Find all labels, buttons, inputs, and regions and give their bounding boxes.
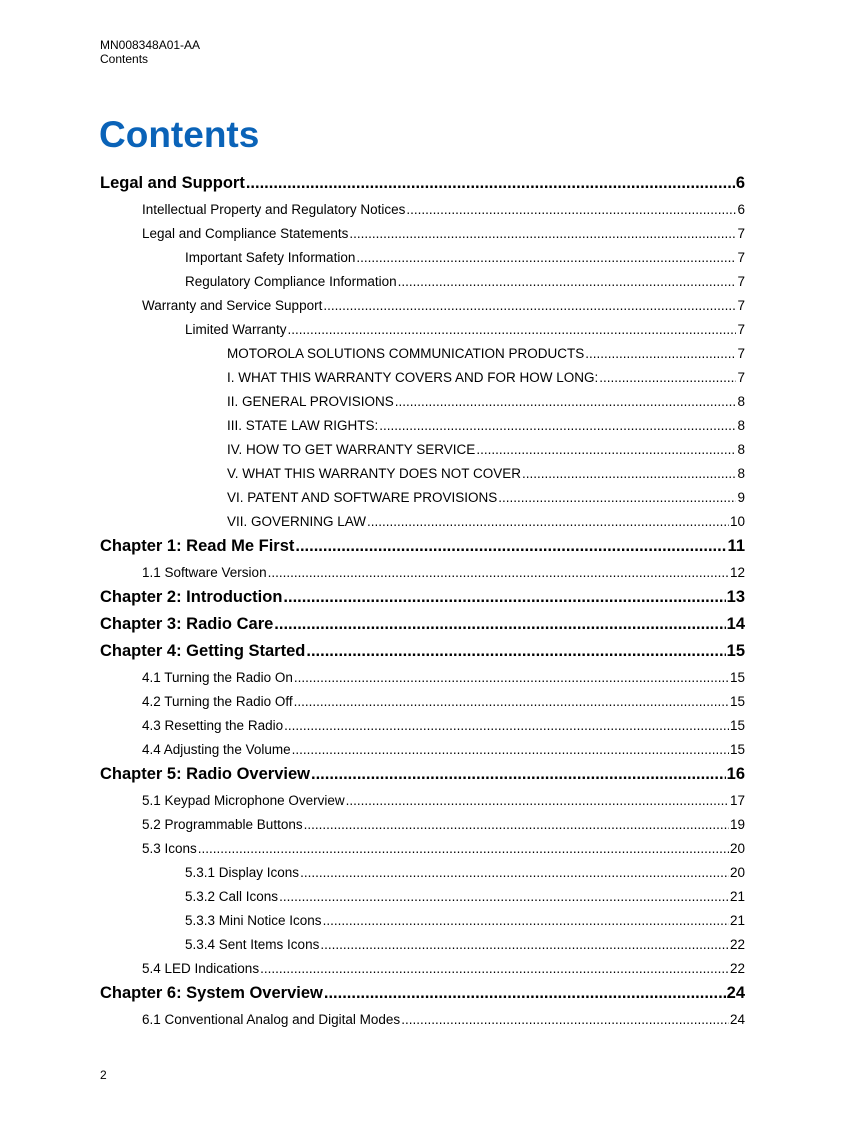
dot-leader bbox=[300, 865, 729, 880]
dot-leader bbox=[198, 841, 729, 856]
toc-page-number: 22 bbox=[729, 936, 745, 952]
toc-entry-title: Chapter 4: Getting Started bbox=[100, 642, 306, 660]
toc-page-number: 16 bbox=[726, 765, 745, 783]
dot-leader bbox=[379, 418, 736, 433]
dot-leader bbox=[476, 442, 736, 457]
dot-leader bbox=[349, 226, 736, 241]
toc-page-number: 6 bbox=[735, 174, 745, 192]
dot-leader bbox=[367, 514, 729, 529]
dot-leader bbox=[306, 642, 725, 661]
toc-entry-title: 5.4 LED Indications bbox=[142, 960, 260, 976]
toc-entry-title: Limited Warranty bbox=[185, 321, 287, 337]
dot-leader bbox=[395, 394, 737, 409]
toc-entry[interactable] bbox=[100, 341, 745, 365]
toc-page-number: 8 bbox=[737, 393, 745, 409]
toc-page-number: 7 bbox=[737, 369, 745, 385]
toc-entry-title: 5.3.4 Sent Items Icons bbox=[185, 936, 320, 952]
toc-page-number: 7 bbox=[737, 225, 745, 241]
toc-entry[interactable] bbox=[100, 665, 745, 689]
toc-page-number: 22 bbox=[729, 960, 745, 976]
dot-leader bbox=[295, 537, 726, 556]
dot-leader bbox=[323, 913, 729, 928]
toc-page-number: 11 bbox=[727, 537, 745, 555]
dot-leader bbox=[346, 793, 729, 808]
toc-entry-title: 4.2 Turning the Radio Off bbox=[142, 693, 293, 709]
toc-page-number: 15 bbox=[729, 669, 745, 685]
toc-entry[interactable] bbox=[100, 437, 745, 461]
toc-entry[interactable] bbox=[100, 389, 745, 413]
toc-entry-title: 5.3 Icons bbox=[142, 840, 197, 856]
dot-leader bbox=[599, 370, 736, 385]
toc-chapter-entry[interactable] bbox=[100, 638, 745, 665]
toc-entry-title: 4.1 Turning the Radio On bbox=[142, 669, 293, 685]
dot-leader bbox=[320, 937, 729, 952]
toc-page-number: 12 bbox=[729, 564, 745, 580]
toc-entry-title: Legal and Support bbox=[100, 174, 245, 192]
toc-entry-title: I. WHAT THIS WARRANTY COVERS AND FOR HOW LONG: bbox=[227, 369, 599, 385]
toc-page-number: 8 bbox=[737, 465, 745, 481]
toc-entry-title: VII. GOVERNING LAW bbox=[227, 513, 367, 529]
running-header bbox=[100, 38, 200, 66]
toc-page-number: 8 bbox=[737, 417, 745, 433]
page-number: 2 bbox=[100, 1068, 107, 1082]
toc-page-number: 20 bbox=[729, 864, 745, 880]
toc-entry-title: Warranty and Service Support bbox=[142, 297, 323, 313]
toc-entry[interactable] bbox=[100, 461, 745, 485]
toc-entry[interactable] bbox=[100, 413, 745, 437]
toc-entry[interactable] bbox=[100, 485, 745, 509]
section-name: Contents bbox=[100, 52, 149, 66]
toc-entry-title: IV. HOW TO GET WARRANTY SERVICE bbox=[227, 441, 476, 457]
toc-page-number: 7 bbox=[737, 273, 745, 289]
dot-leader bbox=[260, 961, 729, 976]
toc-entry[interactable] bbox=[100, 860, 745, 884]
toc-entry[interactable] bbox=[100, 788, 745, 812]
toc-page-number: 7 bbox=[737, 321, 745, 337]
toc-entry[interactable] bbox=[100, 509, 745, 533]
toc-entry-title: 5.2 Programmable Buttons bbox=[142, 816, 303, 832]
toc-entry-title: V. WHAT THIS WARRANTY DOES NOT COVER bbox=[227, 465, 522, 481]
toc-entry-title: 5.3.2 Call Icons bbox=[185, 888, 279, 904]
toc-page-number: 8 bbox=[737, 441, 745, 457]
dot-leader bbox=[324, 984, 726, 1003]
toc-entry-title: Chapter 1: Read Me First bbox=[100, 537, 295, 555]
toc-page-number: 14 bbox=[726, 615, 745, 633]
toc-page-number: 21 bbox=[729, 888, 745, 904]
toc-entry-title: MOTOROLA SOLUTIONS COMMUNICATION PRODUCTS bbox=[227, 345, 585, 361]
dot-leader bbox=[292, 742, 729, 757]
toc-entry[interactable] bbox=[100, 908, 745, 932]
dot-leader bbox=[406, 202, 736, 217]
toc-entry[interactable] bbox=[100, 560, 745, 584]
toc-entry[interactable] bbox=[100, 293, 745, 317]
toc-chapter-entry[interactable] bbox=[100, 761, 745, 788]
toc-entry-title: Chapter 2: Introduction bbox=[100, 588, 283, 606]
toc-chapter-entry[interactable] bbox=[100, 611, 745, 638]
toc-entry-title: 5.3.3 Mini Notice Icons bbox=[185, 912, 322, 928]
toc-page-number: 7 bbox=[737, 249, 745, 265]
toc-entry[interactable] bbox=[100, 713, 745, 737]
table-of-contents bbox=[100, 170, 745, 1031]
dot-leader bbox=[279, 889, 729, 904]
toc-page-number: 15 bbox=[726, 642, 745, 660]
toc-page-number: 15 bbox=[729, 741, 745, 757]
dot-leader bbox=[323, 298, 736, 313]
dot-leader bbox=[284, 718, 729, 733]
toc-entry[interactable] bbox=[100, 245, 745, 269]
toc-entry[interactable] bbox=[100, 737, 745, 761]
page-title: Contents bbox=[99, 114, 260, 155]
toc-page-number: 6 bbox=[737, 201, 745, 217]
dot-leader bbox=[356, 250, 736, 265]
dot-leader bbox=[304, 817, 729, 832]
dot-leader bbox=[311, 765, 726, 784]
toc-entry[interactable] bbox=[100, 317, 745, 341]
toc-entry-title: 5.3.1 Display Icons bbox=[185, 864, 300, 880]
toc-page-number: 13 bbox=[726, 588, 745, 606]
toc-page-number: 21 bbox=[729, 912, 745, 928]
dot-leader bbox=[585, 346, 736, 361]
toc-entry-title: Intellectual Property and Regulatory Notices bbox=[142, 201, 406, 217]
toc-entry[interactable] bbox=[100, 884, 745, 908]
toc-entry-title: II. GENERAL PROVISIONS bbox=[227, 393, 394, 409]
dot-leader bbox=[398, 274, 737, 289]
toc-page-number: 24 bbox=[729, 1011, 745, 1027]
toc-page-number: 10 bbox=[729, 513, 745, 529]
toc-entry[interactable] bbox=[100, 197, 745, 221]
toc-page-number: 9 bbox=[737, 489, 745, 505]
toc-entry-title: 6.1 Conventional Analog and Digital Modes bbox=[142, 1011, 401, 1027]
toc-entry-title: 4.3 Resetting the Radio bbox=[142, 717, 284, 733]
dot-leader bbox=[498, 490, 736, 505]
toc-entry-title: VI. PATENT AND SOFTWARE PROVISIONS bbox=[227, 489, 498, 505]
toc-entry-title: Regulatory Compliance Information bbox=[185, 273, 397, 289]
toc-page-number: 24 bbox=[726, 984, 745, 1002]
toc-page-number: 20 bbox=[729, 840, 745, 856]
toc-page-number: 17 bbox=[729, 792, 745, 808]
dot-leader bbox=[401, 1012, 729, 1027]
dot-leader bbox=[294, 670, 729, 685]
toc-entry[interactable] bbox=[100, 956, 745, 980]
toc-entry-title: Chapter 6: System Overview bbox=[100, 984, 323, 1002]
toc-entry-title: Chapter 5: Radio Overview bbox=[100, 765, 310, 783]
toc-entry-title: III. STATE LAW RIGHTS: bbox=[227, 417, 379, 433]
toc-page-number: 19 bbox=[729, 816, 745, 832]
toc-entry-title: Chapter 3: Radio Care bbox=[100, 615, 274, 633]
toc-entry[interactable] bbox=[100, 221, 745, 245]
toc-chapter-entry[interactable] bbox=[100, 584, 745, 611]
toc-entry[interactable] bbox=[100, 812, 745, 836]
dot-leader bbox=[246, 174, 735, 193]
toc-entry[interactable] bbox=[100, 932, 745, 956]
toc-entry[interactable] bbox=[100, 269, 745, 293]
dot-leader bbox=[283, 588, 725, 607]
toc-page-number: 7 bbox=[737, 297, 745, 313]
toc-chapter-entry[interactable] bbox=[100, 533, 745, 560]
toc-page-number: 15 bbox=[729, 693, 745, 709]
toc-entry[interactable] bbox=[100, 689, 745, 713]
toc-entry-title: 4.4 Adjusting the Volume bbox=[142, 741, 291, 757]
dot-leader bbox=[268, 565, 729, 580]
toc-page-number: 15 bbox=[729, 717, 745, 733]
dot-leader bbox=[274, 615, 725, 634]
toc-entry-title: Important Safety Information bbox=[185, 249, 356, 265]
toc-entry[interactable] bbox=[100, 836, 745, 860]
toc-entry[interactable] bbox=[100, 365, 745, 389]
dot-leader bbox=[522, 466, 736, 481]
toc-chapter-entry[interactable] bbox=[100, 170, 745, 197]
toc-entry-title: 5.1 Keypad Microphone Overview bbox=[142, 792, 345, 808]
toc-entry-title: Legal and Compliance Statements bbox=[142, 225, 349, 241]
document-id: MN008348A01-AA bbox=[100, 38, 201, 52]
toc-page-number: 7 bbox=[737, 345, 745, 361]
toc-entry[interactable] bbox=[100, 1007, 745, 1031]
toc-chapter-entry[interactable] bbox=[100, 980, 745, 1007]
dot-leader bbox=[288, 322, 737, 337]
toc-entry-title: 1.1 Software Version bbox=[142, 564, 267, 580]
dot-leader bbox=[294, 694, 729, 709]
